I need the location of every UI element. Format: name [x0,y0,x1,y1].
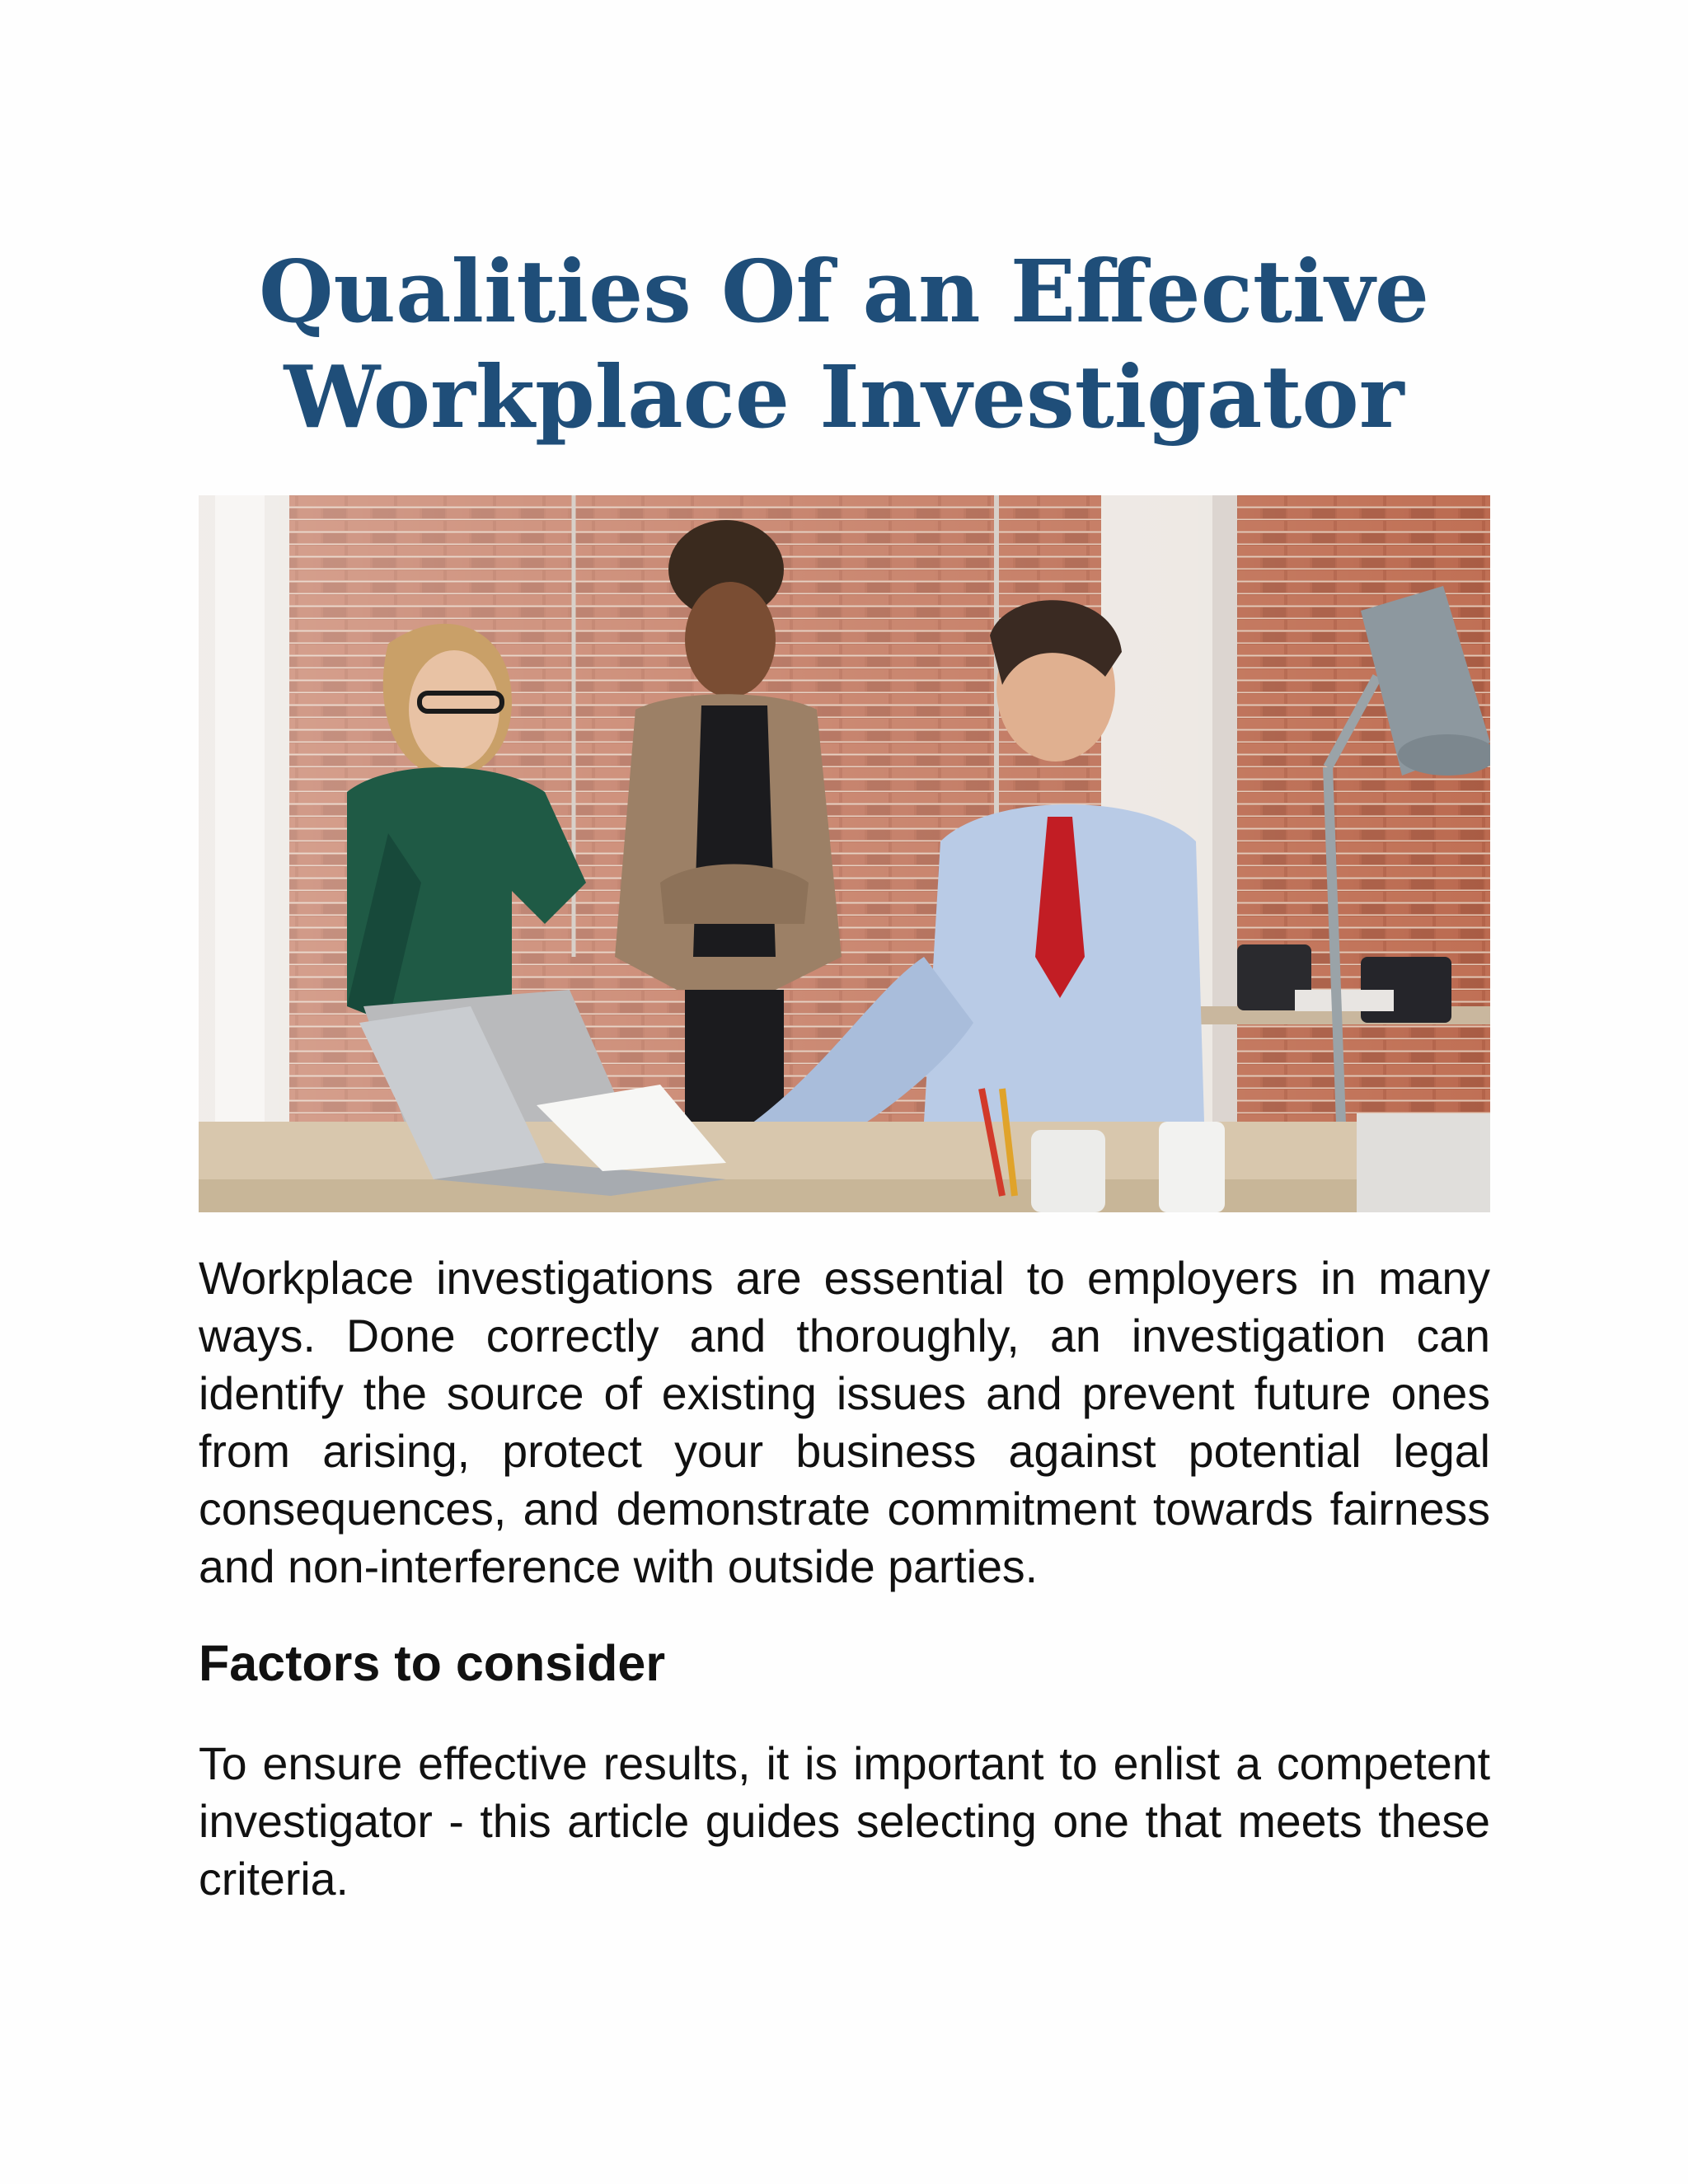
page-title-line-1: Qualities Of an Effective [258,241,1430,342]
page-title [0,239,1688,450]
intro-paragraph: Workplace investigations are essential to employers in many ways. Done correctly and thoroughly, an investigation can identify the source of existing issues and prevent future ones from arising, protect your business against potential legal consequences, and demonstrate commitment towards fairness and non-interference with outside parties. [199,1253,1490,1592]
article-photo [199,495,1490,1212]
section-paragraph: To ensure effective results, it is important to enlist a competent investigator - this article guides selecting one that meets these criteria. [199,1738,1490,1905]
page-title-line-2: Workplace Investigator [284,346,1404,448]
section-heading: Factors to consider [199,1635,666,1691]
